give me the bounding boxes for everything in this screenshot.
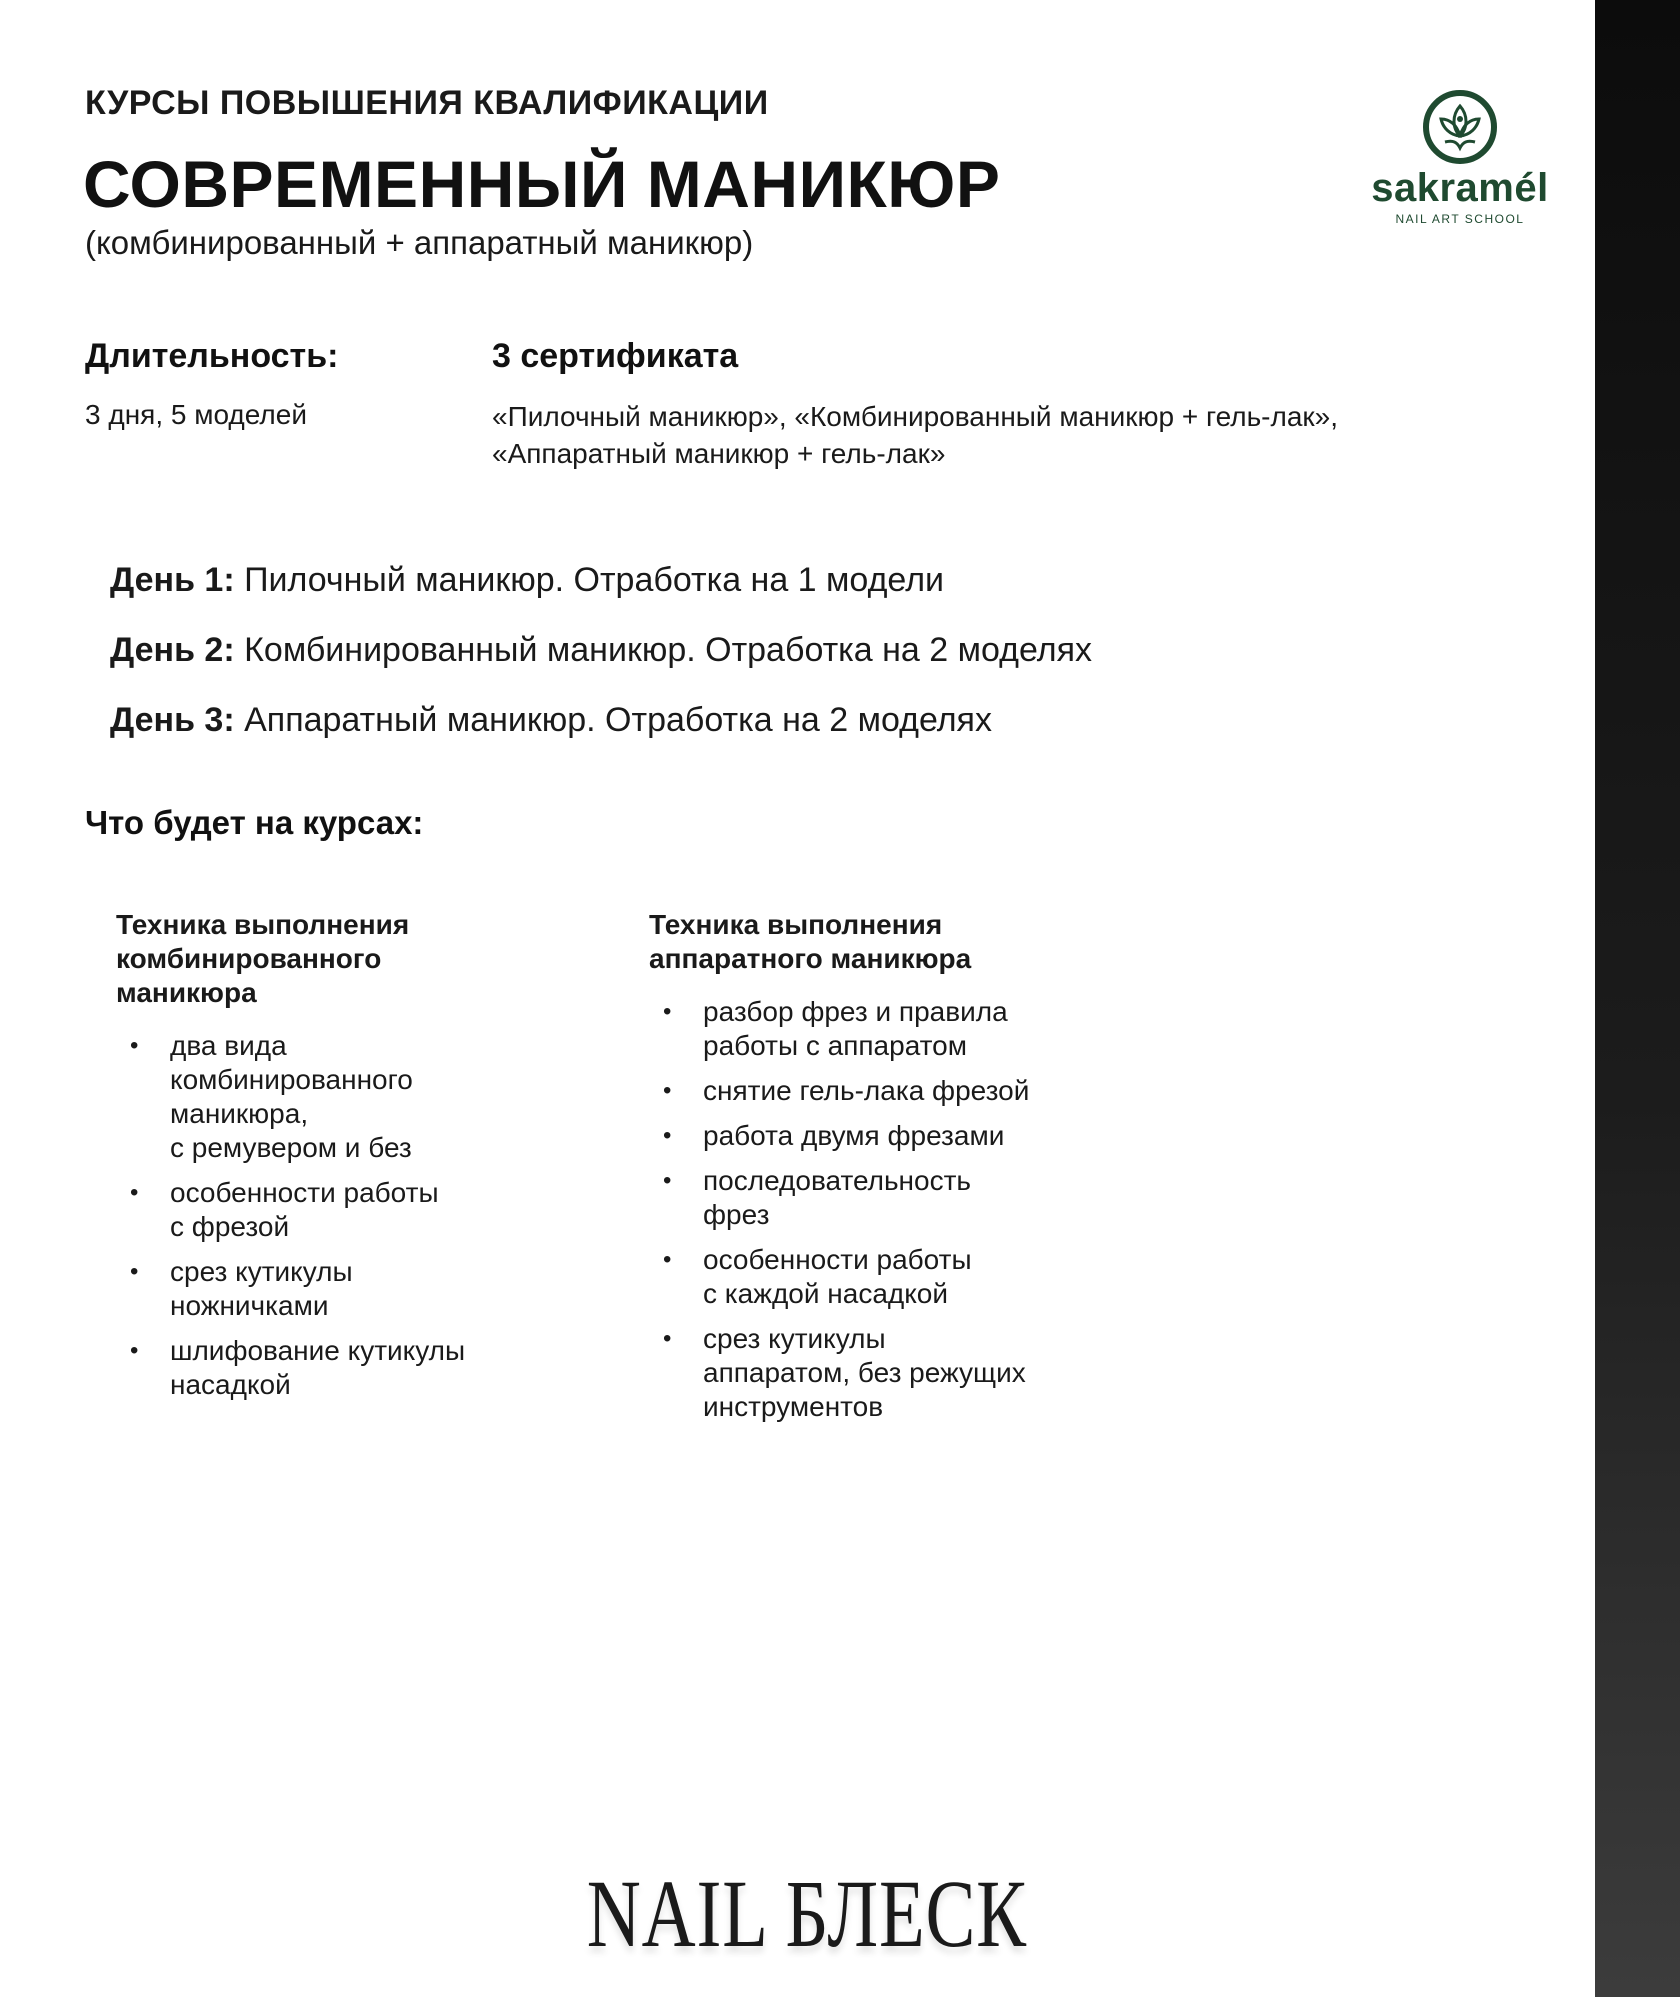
day-3-text: Аппаратный маникюр. Отработка на 2 моделях	[234, 701, 992, 739]
day-1-label: День 1:	[110, 561, 235, 599]
certificates-line-2: «Аппаратный маникюр + гель-лак»	[492, 438, 946, 469]
logo-wordmark: sakramél	[1371, 166, 1549, 210]
day-2-label: День 2:	[110, 631, 235, 669]
list-item: • особенности работы с фрезой	[130, 1176, 590, 1244]
eyebrow-title: КУРСЫ ПОВЫШЕНИЯ КВАЛИФИКАЦИИ	[85, 84, 769, 122]
column-1-heading: Техника выполнения комбинированного маникюра	[116, 909, 410, 1008]
school-logo	[1355, 88, 1565, 228]
certificates-line-1: «Пилочный маникюр», «Комбинированный маникюр + гель-лак»,	[492, 401, 1339, 432]
duration-value: 3 дня, 5 моделей	[85, 399, 307, 430]
list-item: • шлифование кутикулы насадкой	[130, 1334, 590, 1402]
day-1	[110, 561, 944, 600]
day-2-text: Комбинированный маникюр. Отработка на 2 моделях	[234, 631, 1093, 669]
lotus-emblem-icon	[1421, 88, 1499, 166]
what-heading: Что будет на курсах:	[85, 804, 424, 841]
column-2-list	[663, 995, 1143, 1435]
column-2-heading: Техника выполнения аппаратного маникюра	[649, 909, 972, 974]
day-3	[110, 701, 992, 740]
list-item: • срез кутикулы ножничками	[130, 1255, 590, 1323]
certificates-label: 3 сертификата	[492, 337, 739, 375]
logo-tagline: NAIL ART SCHOOL	[1395, 212, 1525, 226]
column-1-list	[130, 1029, 590, 1413]
list-item: • снятие гель-лака фрезой	[663, 1074, 1143, 1108]
day-1-text: Пилочный маникюр. Отработка на 1 модели	[234, 561, 945, 599]
page-subtitle: (комбинированный + аппаратный маникюр)	[85, 224, 754, 261]
duration-label: Длительность:	[85, 337, 339, 375]
dark-edge-strip	[1595, 0, 1680, 1997]
list-item: • работа двумя фрезами	[663, 1119, 1143, 1153]
day-2	[110, 631, 1092, 670]
page-title: СОВРЕМЕННЫЙ МАНИКЮР	[83, 147, 1001, 221]
list-item: • разбор фрез и правила работы с аппаратом	[663, 995, 1143, 1063]
list-item: • последовательность фрез	[663, 1164, 1143, 1232]
list-item: • срез кутикулы аппаратом, без режущих инструментов	[663, 1322, 1143, 1424]
list-item: • два вида комбинированного маникюра, с ремувером и без	[130, 1029, 590, 1165]
list-item: • особенности работы с каждой насадкой	[663, 1243, 1143, 1311]
day-3-label: День 3:	[110, 701, 235, 739]
footer-brand-logo: NAIL БЛЕСК	[586, 1860, 1027, 1967]
